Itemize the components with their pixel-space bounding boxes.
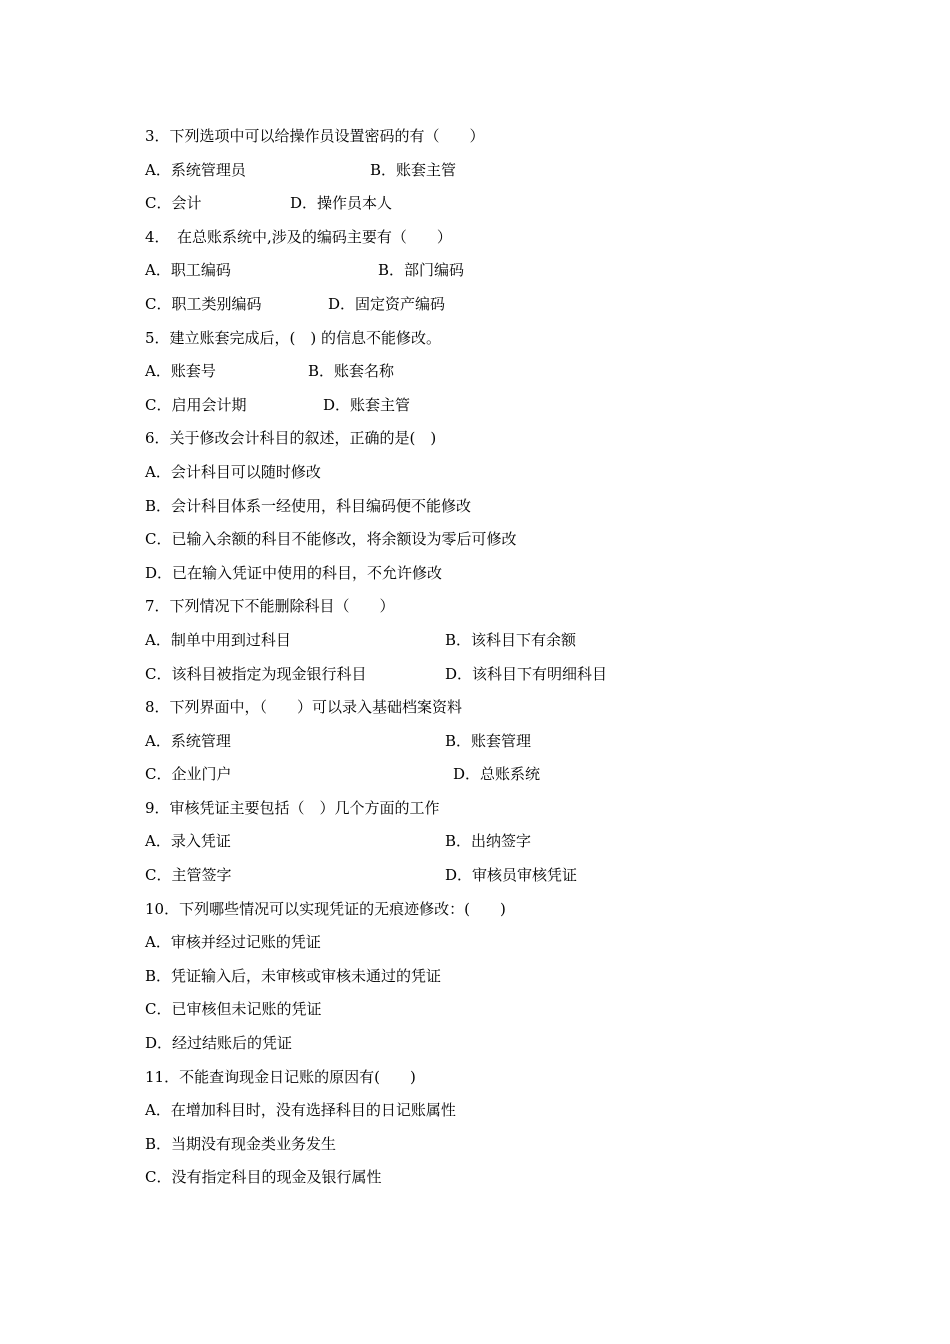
option-a: A．审核并经过记账的凭证	[145, 933, 321, 952]
question-list	[145, 124, 865, 1199]
option-c: C．启用会计期	[145, 395, 247, 414]
option-row	[145, 1098, 865, 1132]
option-row	[145, 930, 865, 964]
option-d: D．已在输入凭证中使用的科目，不允许修改	[145, 563, 443, 582]
option-c: C．已审核但未记账的凭证	[145, 1000, 322, 1019]
option-c: C．已输入余额的科目不能修改，将余额设为零后可修改	[145, 530, 517, 549]
option-row	[145, 561, 865, 595]
option-a: A．会计科目可以随时修改	[145, 462, 321, 481]
option-d: D．操作员本人	[290, 194, 393, 213]
option-a: A．系统管理员	[145, 160, 246, 179]
question-3-stem: 3．下列选项中可以给操作员设置密码的有（ ）	[145, 127, 485, 145]
option-row	[145, 292, 865, 326]
option-row	[145, 359, 865, 393]
option-b: B．该科目下有余额	[445, 630, 577, 649]
option-b: B．部门编码	[378, 261, 465, 280]
option-row	[145, 1031, 865, 1065]
option-row	[145, 158, 865, 192]
option-a: A．制单中用到过科目	[145, 630, 291, 649]
question-5-stem: 5．建立账套完成后，( ) 的信息不能修改。	[145, 328, 442, 347]
option-b: B．账套管理	[445, 731, 532, 750]
option-a: A．录入凭证	[145, 832, 231, 851]
option-row	[145, 527, 865, 561]
option-d: D．账套主管	[323, 395, 411, 414]
option-a: A．职工编码	[145, 261, 231, 280]
option-row	[145, 729, 865, 763]
option-row	[145, 762, 865, 796]
option-c: C．会计	[145, 194, 202, 213]
option-row	[145, 1132, 865, 1166]
option-row	[145, 964, 865, 998]
option-row	[145, 191, 865, 225]
question-4-stem: 4． 在总账系统中,涉及的编码主要有（ ）	[145, 227, 452, 246]
option-d: D．该科目下有明细科目	[445, 664, 608, 683]
option-c: C．企业门户	[145, 765, 232, 784]
option-a: A．账套号	[145, 362, 216, 381]
question-9-stem: 9．审核凭证主要包括（ ）几个方面的工作	[145, 798, 440, 817]
question-stem	[145, 1065, 865, 1099]
option-row	[145, 460, 865, 494]
option-c: C．主管签字	[145, 866, 232, 885]
option-d: D．固定资产编码	[328, 294, 446, 313]
option-c: C．职工类别编码	[145, 294, 262, 313]
option-d: D．经过结账后的凭证	[145, 1034, 293, 1053]
option-b: B．会计科目体系一经使用，科目编码便不能修改	[145, 496, 472, 515]
question-stem	[145, 426, 865, 460]
option-a: A．系统管理	[145, 731, 231, 750]
option-row	[145, 863, 865, 897]
option-b: B．账套主管	[370, 160, 457, 179]
option-row	[145, 829, 865, 863]
question-11-stem: 11．不能查询现金日记账的原因有( )	[145, 1067, 416, 1086]
option-row	[145, 628, 865, 662]
question-stem	[145, 897, 865, 931]
option-b: B．账套名称	[308, 362, 395, 381]
option-d: D．总账系统	[453, 765, 541, 784]
option-row	[145, 997, 865, 1031]
option-row	[145, 1165, 865, 1199]
option-b: B．当期没有现金类业务发生	[145, 1134, 337, 1153]
option-row	[145, 393, 865, 427]
question-stem	[145, 796, 865, 830]
question-stem	[145, 326, 865, 360]
option-c: C．该科目被指定为现金银行科目	[145, 664, 367, 683]
option-a: A．在增加科目时，没有选择科目的日记账属性	[145, 1101, 456, 1120]
question-7-stem: 7．下列情况下不能删除科目（ ）	[145, 597, 395, 616]
question-6-stem: 6．关于修改会计科目的叙述，正确的是( )	[145, 429, 437, 448]
option-b: B．出纳签字	[445, 832, 532, 851]
question-stem	[145, 594, 865, 628]
option-b: B．凭证输入后，未审核或审核未通过的凭证	[145, 966, 442, 985]
question-stem	[145, 124, 865, 158]
option-d: D．审核员审核凭证	[445, 866, 578, 885]
option-row	[145, 662, 865, 696]
question-10-stem: 10．下列哪些情况可以实现凭证的无痕迹修改：( )	[145, 899, 506, 918]
question-stem	[145, 225, 865, 259]
option-row	[145, 494, 865, 528]
option-row	[145, 258, 865, 292]
question-stem	[145, 695, 865, 729]
option-c: C．没有指定科目的现金及银行属性	[145, 1168, 382, 1187]
question-8-stem: 8．下列界面中，（ ）可以录入基础档案资料	[145, 698, 463, 717]
